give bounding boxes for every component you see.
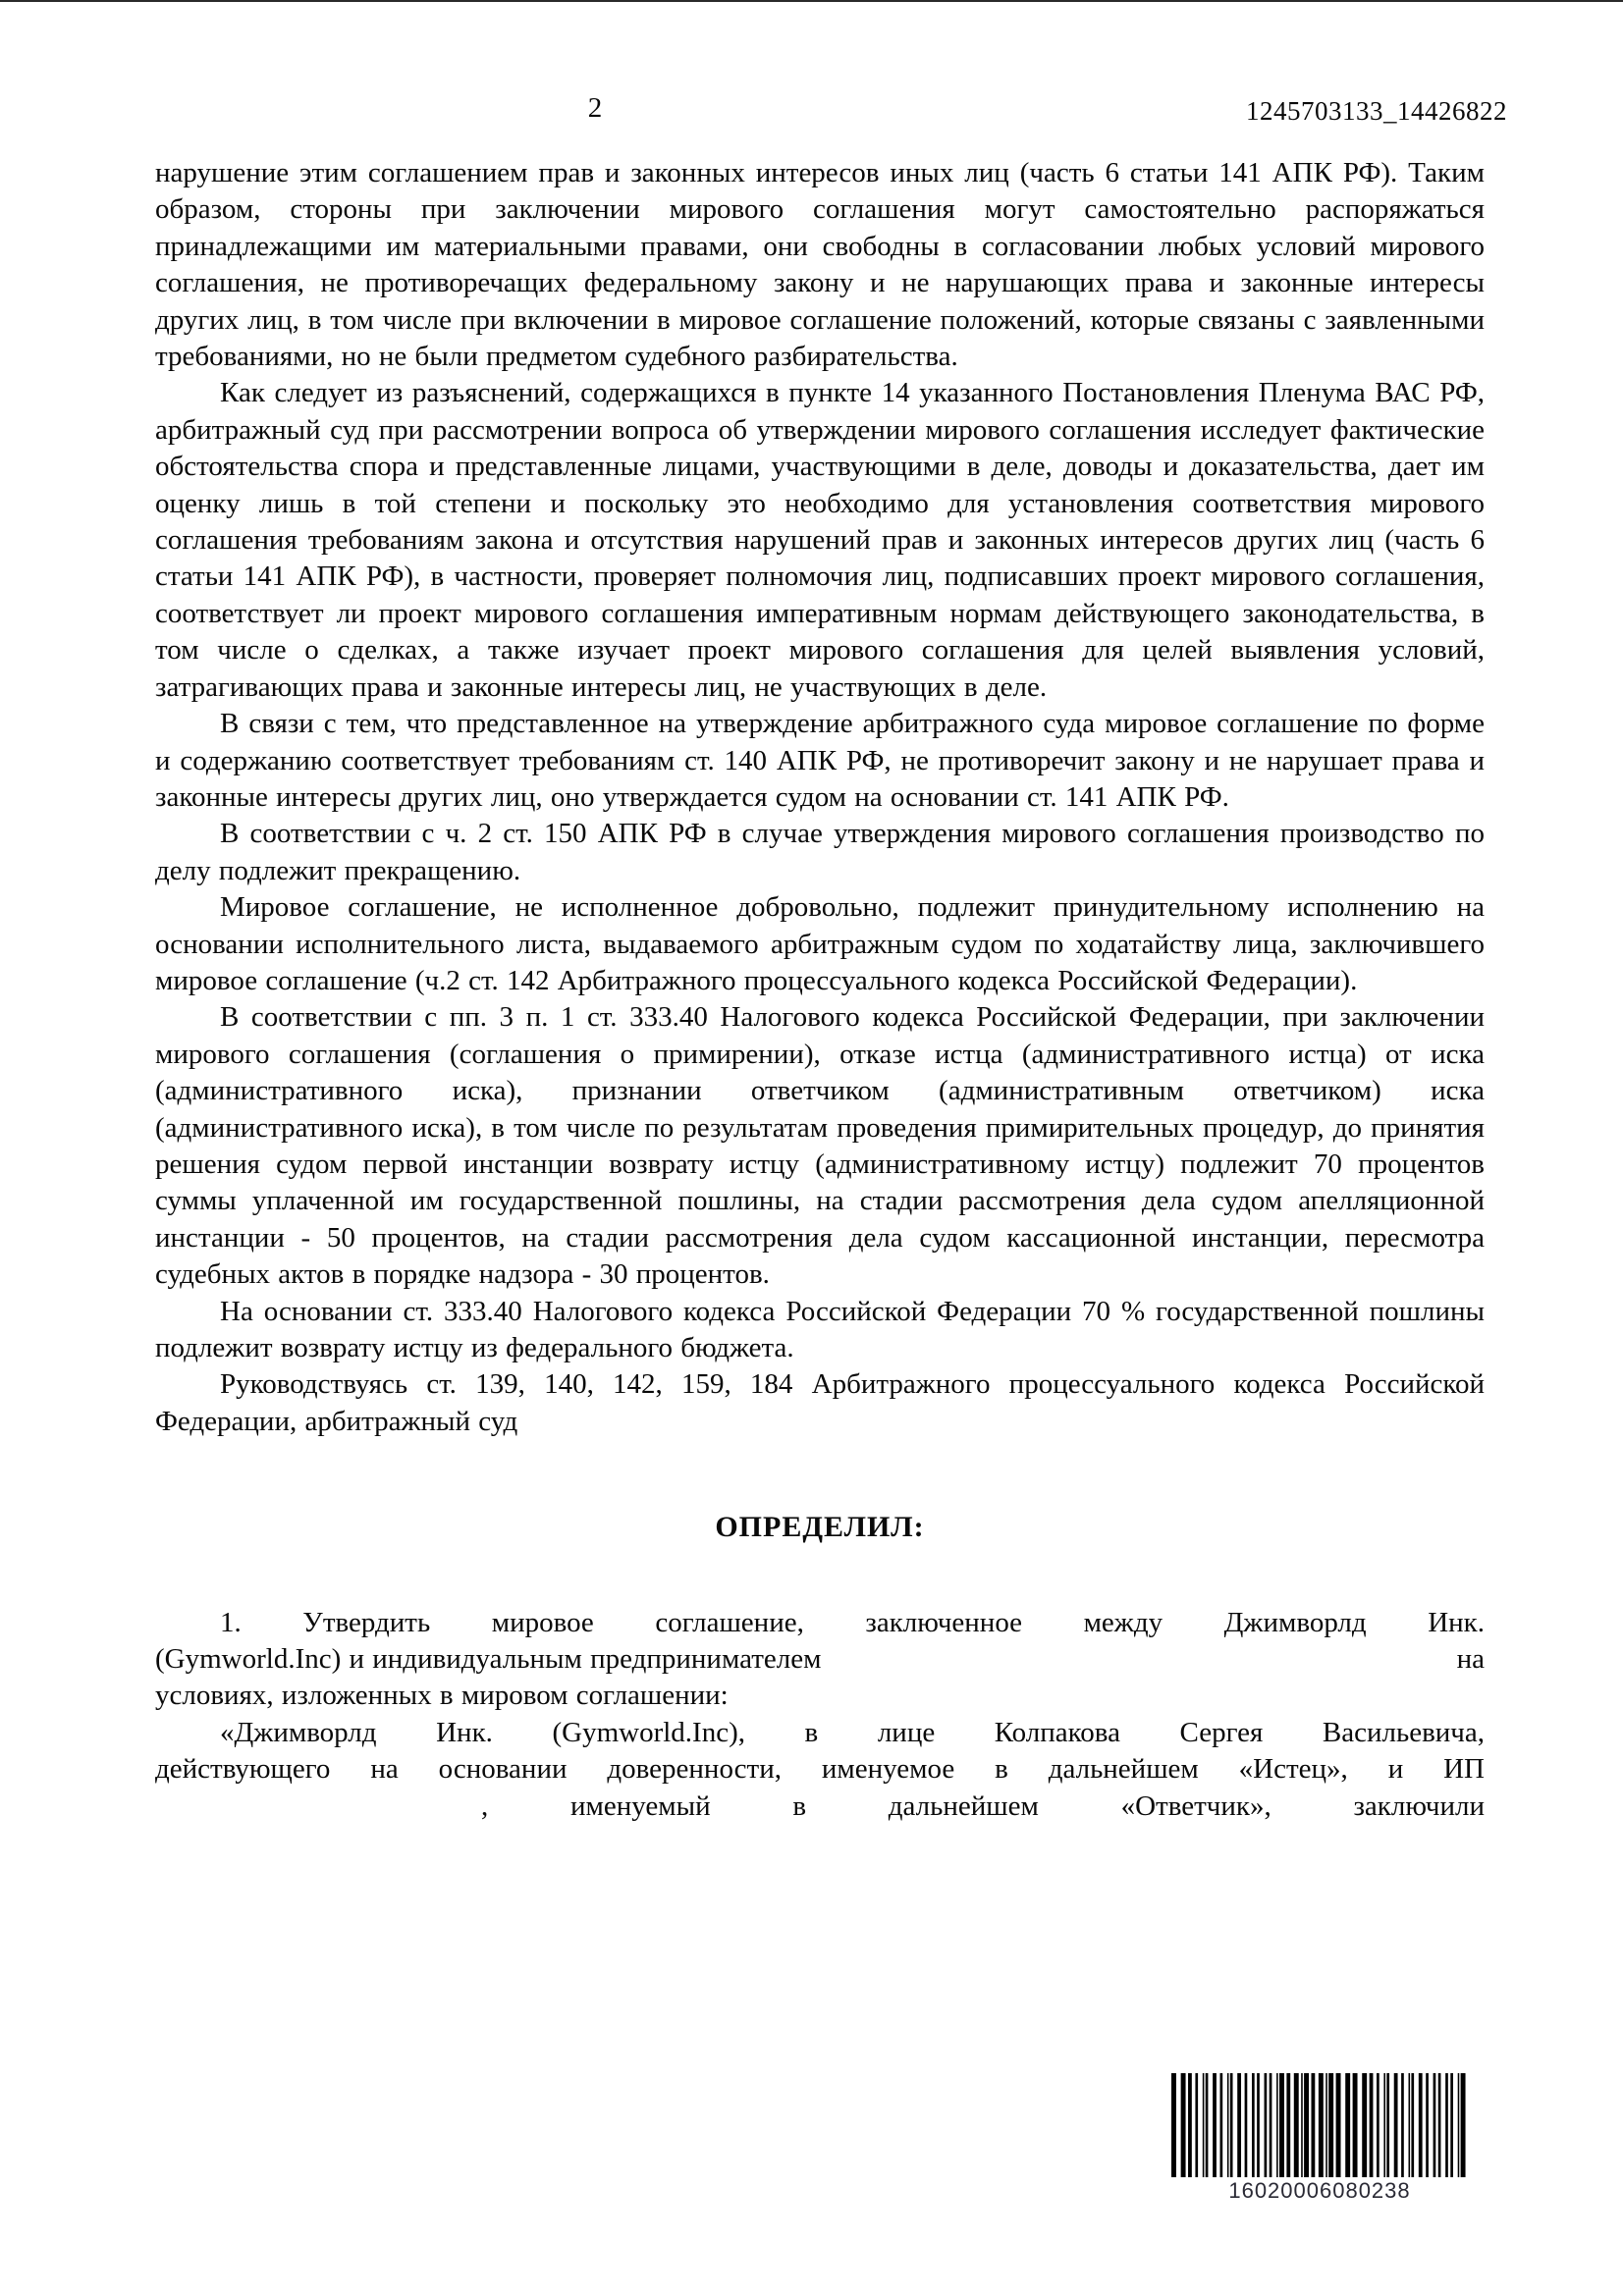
document-number: 1245703133_14426822 xyxy=(1246,96,1507,126)
scan-edge-line xyxy=(0,0,1623,2)
resolution-item-1-line-2 xyxy=(155,1641,1485,1678)
paragraph: В соответствии с пп. 3 п. 1 ст. 333.40 Налогового кодекса Российской Федерации, при заключении мирового соглашения (соглашения о примирении), отказе истца (административного истца) от иска (административного иска), признании ответчиком (административным ответчиком) иска (административного иска), в том числе по результатам проведения примирительных процедур, до принятия решения судом первой инстанции возврату истцу (административному истцу) подлежит 70 процентов суммы уплаченной им государственной пошлины, на стадии рассмотрения дела судом апелляционной инстанции - 50 процентов, на стадии рассмотрения дела судом кассационной инстанции, пересмотра судебных актов в порядке надзора - 30 процентов. xyxy=(155,1001,1485,1291)
ruling-heading: ОПРЕДЕЛИЛ: xyxy=(715,1511,925,1544)
barcode xyxy=(1171,2073,1468,2204)
paragraph: Руководствуясь ст. 139, 140, 142, 159, 184 Арбитражного процессуального кодекса Российской Федерации, арбитражный суд xyxy=(155,1368,1485,1437)
paragraph: На основании ст. 333.40 Налогового кодекса Российской Федерации 70 % государственной пошлины подлежит возврату истцу из федерального бюджета. xyxy=(155,1295,1485,1363)
paragraph: Как следует из разъяснений, содержащихся в пункте 14 указанного Постановления Пленума ВАС РФ, арбитражный суд при рассмотрении вопроса об утверждении мирового соглашения исследует фактические обстоятельства спора и представленные лицами, участвующими в деле, доводы и доказательства, дает им оценку лишь в той степени и поскольку это необходимо для установления соответствия мирового соглашения требованиям закона и отсутствия нарушений прав и законных интересов других лиц (часть 6 статьи 141 АПК РФ), в частности, проверяет полномочия лиц, подписавших проект мирового соглашения, соответствует ли проект мирового соглашения императивным нормам действующего законодательства, в том числе о сделках, а также изучает проект мирового соглашения для целей выявления условий, затрагивающих права и законные интересы лиц, не участвующих в деле. xyxy=(155,377,1485,703)
paragraph: В связи с тем, что представленное на утверждение арбитражного суда мировое соглашение по форме и содержанию соответствует требованиям ст. 140 АПК РФ, не противоречит закону и не нарушает права и законные интересы других лиц, оно утверждается судом на основании ст. 141 АПК РФ. xyxy=(155,708,1485,813)
paragraphs-section xyxy=(155,155,1485,1440)
document-body xyxy=(155,155,1485,1825)
resolution-item-1-line-1: 1. Утвердить мировое соглашение, заключенное между Джимворлд Инк. xyxy=(220,1606,1485,1638)
page-number: 2 xyxy=(587,92,603,124)
agreement-intro-line-3: , именуемый в дальнейшем «Ответчик», заключили xyxy=(481,1789,1485,1822)
paragraph: нарушение этим соглашением прав и законных интересов иных лиц (часть 6 статьи 141 АПК РФ). Таким образом, стороны при заключении мирового соглашения могут самостоятельно распоряжаться принадлежащими им материальными правами, они свободны в согласовании любых условий мирового соглашения, не противоречащих федеральному закону и не нарушающих права и законные интересы других лиц, в том числе при включении в мировое соглашение положений, которые связаны с заявленными требованиями, но не были предметом судебного разбирательства. xyxy=(155,157,1485,373)
paragraph: Мировое соглашение, не исполненное добровольно, подлежит принудительному исполнению на основании исполнительного листа, выдаваемого арбитражным судом по ходатайству лица, заключившего мировое соглашение (ч.2 ст. 142 Арбитражного процессуального кодекса Российской Федерации). xyxy=(155,891,1485,996)
barcode-bars xyxy=(1171,2073,1468,2177)
resolution-item-1-line-2-right: на xyxy=(1456,1643,1485,1676)
agreement-intro-line-1: «Джимворлд Инк. (Gymworld.Inc), в лице Колпакова Сергея Васильевича, xyxy=(220,1716,1485,1748)
resolution-item-1-line-2-left: (Gymworld.Inc) и индивидуальным предпринимателем xyxy=(155,1643,822,1676)
agreement-intro-line-2: действующего на основании доверенности, именуемое в дальнейшем «Истец», и ИП xyxy=(155,1753,1485,1786)
resolution-item-1-line-3: условиях, изложенных в мировом соглашении: xyxy=(155,1680,729,1712)
barcode-number: 16020006080238 xyxy=(1228,2178,1411,2203)
paragraph: В соответствии с ч. 2 ст. 150 АПК РФ в случае утверждения мирового соглашения производство по делу подлежит прекращению. xyxy=(155,818,1485,886)
